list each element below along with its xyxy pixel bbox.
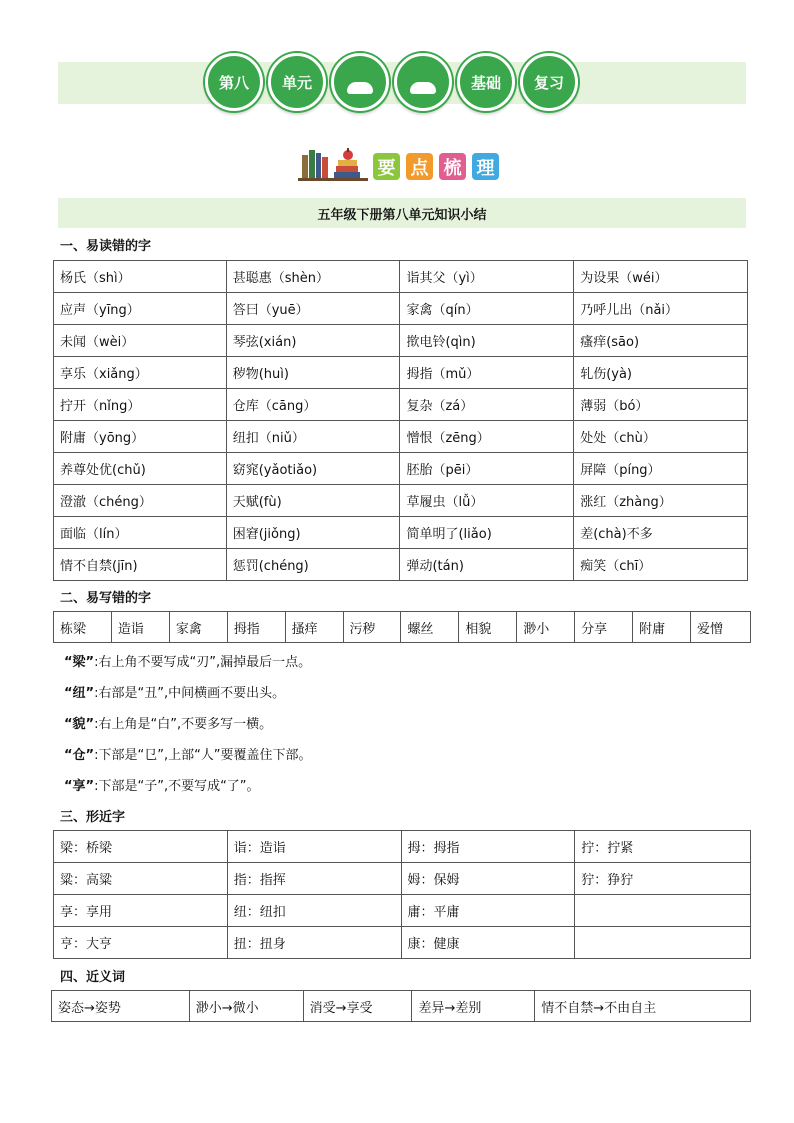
table-row (54, 389, 748, 421)
table-cell: 答曰（yuē） (226, 293, 400, 325)
table-cell: 爱憎 (690, 612, 750, 643)
table-row (54, 517, 748, 549)
table-cell: 胚胎（pēi） (400, 453, 574, 485)
table-cell: 面临（lín） (54, 517, 227, 549)
table-cell: 污秽 (343, 612, 401, 643)
table-cell: 轧伤(yà) (574, 357, 748, 389)
table-row (54, 927, 751, 959)
unit-bubble-6 (520, 53, 578, 111)
table-row (54, 421, 748, 453)
page-subtitle (58, 198, 746, 228)
cloud-icon (410, 82, 436, 94)
note-text: :右上角不要写成“刃”,漏掉最后一点。 (94, 655, 312, 670)
table-cell: 搔痒 (285, 612, 343, 643)
bubble-label: 复习 (533, 73, 564, 92)
table-cell: 乃呼儿出（nǎi） (574, 293, 748, 325)
note-text: :右部是“丑”,中间横画不要出头。 (94, 686, 286, 701)
table-cell: 康：健康 (401, 927, 575, 959)
table-cell: 复杂（zá） (400, 389, 574, 421)
table-cell: 狞：狰狞 (575, 863, 751, 895)
subtitle-text: 五年级下册第八单元知识小结 (317, 207, 487, 223)
table-cell: 情不自禁(jīn) (54, 549, 227, 581)
section-heading-4: 四、近义词 (60, 970, 126, 985)
table-cell: 惩罚(chéng) (226, 549, 400, 581)
unit-bubble-2 (268, 53, 326, 111)
table-row (54, 261, 748, 293)
table-cell: 为设果（wéi） (574, 261, 748, 293)
table-cell: 差异→差别 (412, 991, 535, 1022)
table-cell: 痴笑（chī） (574, 549, 748, 581)
unit-bubble-1 (205, 53, 263, 111)
table-cell: 螺丝 (401, 612, 459, 643)
table-cell: 附庸（yōng） (54, 421, 227, 453)
section-heading-2: 二、易写错的字 (60, 591, 152, 606)
writing-note (64, 682, 285, 701)
miswrite-table (53, 611, 751, 643)
table-cell (575, 895, 751, 927)
table-cell: 屏障（píng） (574, 453, 748, 485)
table-cell: 相貌 (459, 612, 517, 643)
note-char: “仓” (64, 748, 95, 763)
table-cell: 分享 (575, 612, 633, 643)
table-row (54, 485, 748, 517)
table-cell (575, 927, 751, 959)
table-row (52, 991, 751, 1022)
table-cell: 涨红（zhàng） (574, 485, 748, 517)
unit-bubble-3 (331, 53, 389, 111)
title-tile-1: 要 (373, 153, 400, 180)
table-cell: 澄澈（chéng） (54, 485, 227, 517)
table-cell: 差(chà)不多 (574, 517, 748, 549)
table-cell: 揿电铃(qìn) (400, 325, 574, 357)
note-text: :下部是“㔾”,上部“人”要覆盖住下部。 (94, 748, 312, 763)
table-cell: 栋梁 (54, 612, 112, 643)
table-cell: 庸：平庸 (401, 895, 575, 927)
bubble-label: 单元 (281, 73, 312, 92)
writing-note (64, 744, 312, 763)
cloud-icon (347, 82, 373, 94)
table-cell: 姿态→姿势 (52, 991, 190, 1022)
table-row (54, 325, 748, 357)
table-cell: 附庸 (633, 612, 691, 643)
table-row (54, 612, 751, 643)
table-cell: 家禽（qín） (400, 293, 574, 325)
table-cell: 薄弱（bó） (574, 389, 748, 421)
table-cell: 未闻（wèi） (54, 325, 227, 357)
table-cell: 纽扣（niǔ） (226, 421, 400, 453)
table-cell: 渺小 (517, 612, 575, 643)
table-cell: 仓库（cāng） (226, 389, 400, 421)
misread-table (53, 260, 748, 581)
table-cell: 纽：纽扣 (227, 895, 401, 927)
table-cell: 情不自禁→不由自主 (535, 991, 751, 1022)
title-tile-4: 理 (472, 153, 499, 180)
note-char: “梁” (64, 655, 95, 670)
table-row (54, 549, 748, 581)
title-tile-3: 梳 (439, 153, 466, 180)
table-cell: 享：享用 (54, 895, 228, 927)
note-text: :下部是“子”,不要写成“了”。 (94, 779, 260, 794)
table-cell: 享乐（xiǎng） (54, 357, 227, 389)
table-cell: 困窘(jiǒng) (226, 517, 400, 549)
section-heading-1: 一、易读错的字 (60, 239, 152, 254)
table-cell: 瘙痒(sāo) (574, 325, 748, 357)
table-cell: 渺小→微小 (189, 991, 303, 1022)
table-cell: 草履虫（lǚ） (400, 485, 574, 517)
table-cell: 应声（yīng） (54, 293, 227, 325)
synonym-table (51, 990, 751, 1022)
table-cell: 扭：扭身 (227, 927, 401, 959)
table-cell: 琴弦(xián) (226, 325, 400, 357)
table-cell: 拇指（mǔ） (400, 357, 574, 389)
note-char: “貌” (64, 717, 95, 732)
table-cell: 弹动(tán) (400, 549, 574, 581)
table-cell: 养尊处优(chǔ) (54, 453, 227, 485)
table-cell: 简单明了(liǎo) (400, 517, 574, 549)
table-cell: 姆：保姆 (401, 863, 575, 895)
bubble-label: 基础 (470, 73, 501, 92)
table-cell: 窈窕(yǎotiǎo) (226, 453, 400, 485)
table-cell: 指：指挥 (227, 863, 401, 895)
table-cell: 秽物(huì) (226, 357, 400, 389)
table-cell: 拇：拇指 (401, 831, 575, 863)
table-cell: 诣：造诣 (227, 831, 401, 863)
table-cell: 甚聪惠（shèn） (226, 261, 400, 293)
unit-bubble-4 (394, 53, 452, 111)
table-cell: 憎恨（zēng） (400, 421, 574, 453)
writing-note (64, 775, 260, 794)
title-tile-2: 点 (406, 153, 433, 180)
section-heading-3: 三、形近字 (60, 810, 126, 825)
table-row (54, 831, 751, 863)
table-cell: 粱：高粱 (54, 863, 228, 895)
table-cell: 拧：拧紧 (575, 831, 751, 863)
bubble-label: 第八 (218, 73, 249, 92)
note-text: :右上角是“白”,不要多写一横。 (94, 717, 273, 732)
table-cell: 拧开（nǐng） (54, 389, 227, 421)
table-row (54, 863, 751, 895)
unit-bubble-5 (457, 53, 515, 111)
table-cell: 家禽 (169, 612, 227, 643)
similar-chars-table (53, 830, 751, 959)
writing-note (64, 651, 311, 670)
table-cell: 消受→享受 (303, 991, 412, 1022)
note-char: “纽” (64, 686, 95, 701)
books-icon (298, 147, 368, 182)
table-cell: 梁：桥梁 (54, 831, 228, 863)
table-cell: 天赋(fù) (226, 485, 400, 517)
table-cell: 拇指 (227, 612, 285, 643)
table-row (54, 895, 751, 927)
table-cell: 杨氏（shì） (54, 261, 227, 293)
table-cell: 造诣 (111, 612, 169, 643)
table-cell: 亨：大亨 (54, 927, 228, 959)
table-row (54, 453, 748, 485)
table-cell: 诣其父（yì） (400, 261, 574, 293)
table-row (54, 357, 748, 389)
table-row (54, 293, 748, 325)
table-cell: 处处（chù） (574, 421, 748, 453)
note-char: “享” (64, 779, 95, 794)
writing-note (64, 713, 272, 732)
